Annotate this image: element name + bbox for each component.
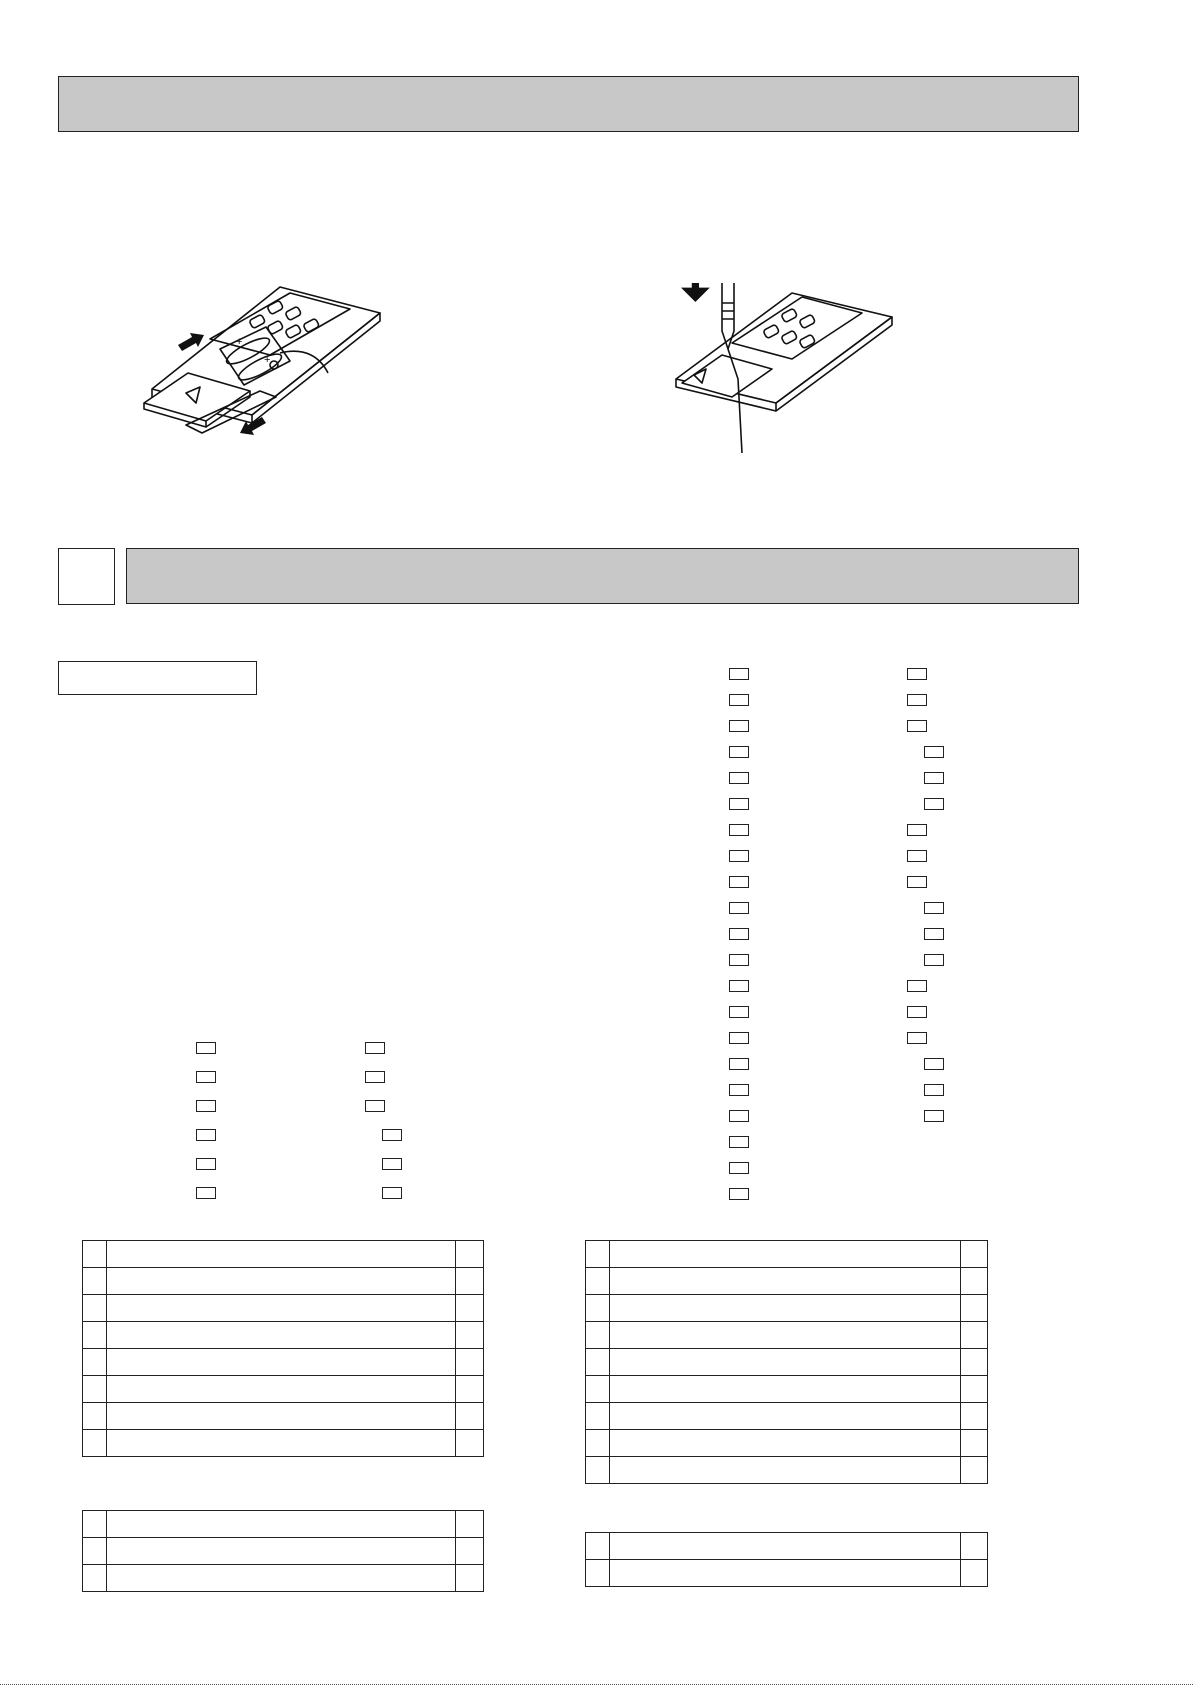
- table-cell: [961, 1533, 988, 1560]
- checkbox[interactable]: [196, 1042, 216, 1054]
- checkbox[interactable]: [729, 1084, 749, 1096]
- section-title-banner: [126, 548, 1079, 604]
- checkbox[interactable]: [196, 1071, 216, 1083]
- remote-battery-compartment-icon: [140, 275, 400, 465]
- checkbox[interactable]: [365, 1042, 385, 1054]
- table-row: [586, 1268, 988, 1295]
- checkbox[interactable]: [907, 876, 927, 888]
- table-cell: [586, 1322, 610, 1349]
- table-cell: [610, 1457, 961, 1484]
- table-row: [586, 1295, 988, 1322]
- table-row: [586, 1376, 988, 1403]
- checkbox[interactable]: [382, 1187, 402, 1199]
- checkbox[interactable]: [924, 928, 944, 940]
- footer-rule: [0, 1684, 1193, 1685]
- top-section-banner: [58, 76, 1079, 132]
- table-cell: [610, 1376, 961, 1403]
- checkbox[interactable]: [729, 1058, 749, 1070]
- table-row: [83, 1322, 484, 1349]
- checkbox[interactable]: [924, 1110, 944, 1122]
- table-row: [586, 1322, 988, 1349]
- checkbox[interactable]: [382, 1158, 402, 1170]
- table-cell: [83, 1349, 107, 1376]
- table-row: [83, 1349, 484, 1376]
- checkbox[interactable]: [729, 902, 749, 914]
- table-cell: [586, 1268, 610, 1295]
- table-cell: [961, 1295, 988, 1322]
- checkbox[interactable]: [924, 1058, 944, 1070]
- table-row: [586, 1533, 988, 1560]
- table-cell: [586, 1403, 610, 1430]
- table-left-top: [82, 1240, 484, 1457]
- svg-text:+: +: [236, 336, 243, 348]
- table-cell: [961, 1268, 988, 1295]
- table-cell: [107, 1295, 456, 1322]
- table-cell: [586, 1457, 610, 1484]
- table-cell: [83, 1322, 107, 1349]
- table-cell: [610, 1322, 961, 1349]
- checkbox[interactable]: [924, 772, 944, 784]
- checkbox[interactable]: [729, 1032, 749, 1044]
- table-cell: [83, 1511, 107, 1538]
- table-cell: [83, 1295, 107, 1322]
- checkbox[interactable]: [729, 928, 749, 940]
- table-cell: [610, 1533, 961, 1560]
- table-cell: [456, 1511, 484, 1538]
- table-row: [586, 1457, 988, 1484]
- checkbox[interactable]: [729, 980, 749, 992]
- table-cell: [610, 1268, 961, 1295]
- table-cell: [586, 1295, 610, 1322]
- table-cell: [456, 1565, 484, 1592]
- section-number-box: [58, 548, 115, 605]
- checkbox[interactable]: [924, 954, 944, 966]
- checkbox[interactable]: [729, 1006, 749, 1018]
- table-cell: [107, 1403, 456, 1430]
- checkbox[interactable]: [907, 850, 927, 862]
- table-cell: [586, 1376, 610, 1403]
- table-cell: [456, 1376, 484, 1403]
- table-cell: [610, 1430, 961, 1457]
- table-cell: [107, 1511, 456, 1538]
- checkbox[interactable]: [907, 1006, 927, 1018]
- table-row: [83, 1403, 484, 1430]
- table-right-top: [585, 1240, 988, 1484]
- table-cell: [456, 1241, 484, 1268]
- checkbox[interactable]: [729, 850, 749, 862]
- subsection-label-box: [58, 661, 257, 695]
- table-cell: [107, 1268, 456, 1295]
- table-cell: [456, 1268, 484, 1295]
- checkbox[interactable]: [907, 824, 927, 836]
- checkbox[interactable]: [907, 1032, 927, 1044]
- checkbox[interactable]: [729, 1188, 749, 1200]
- table-cell: [83, 1538, 107, 1565]
- table-cell: [107, 1349, 456, 1376]
- checkbox[interactable]: [729, 694, 749, 706]
- table-cell: [107, 1538, 456, 1565]
- table-cell: [586, 1241, 610, 1268]
- table-row: [83, 1430, 484, 1457]
- checkbox[interactable]: [924, 902, 944, 914]
- remote-reset-button-pen-icon: [672, 283, 912, 473]
- table-cell: [107, 1565, 456, 1592]
- checkbox[interactable]: [729, 1110, 749, 1122]
- table-cell: [586, 1533, 610, 1560]
- checkbox[interactable]: [924, 798, 944, 810]
- table-cell: [961, 1457, 988, 1484]
- table-cell: [83, 1430, 107, 1457]
- table-row: [586, 1349, 988, 1376]
- checkbox[interactable]: [924, 1084, 944, 1096]
- table-cell: [456, 1403, 484, 1430]
- table-row: [83, 1538, 484, 1565]
- checkbox[interactable]: [196, 1129, 216, 1141]
- checkbox[interactable]: [924, 746, 944, 758]
- table-row: [83, 1268, 484, 1295]
- table-cell: [961, 1349, 988, 1376]
- table-cell: [961, 1376, 988, 1403]
- table-cell: [107, 1241, 456, 1268]
- table-cell: [456, 1322, 484, 1349]
- checkbox[interactable]: [196, 1187, 216, 1199]
- checkbox[interactable]: [729, 824, 749, 836]
- table-cell: [610, 1403, 961, 1430]
- checkbox[interactable]: [729, 954, 749, 966]
- checkbox[interactable]: [382, 1129, 402, 1141]
- table-left-bottom: [82, 1510, 484, 1592]
- checkbox[interactable]: [196, 1100, 216, 1112]
- table-cell: [586, 1430, 610, 1457]
- table-cell: [961, 1560, 988, 1587]
- checkbox[interactable]: [729, 1136, 749, 1148]
- svg-text:+: +: [264, 354, 271, 366]
- table-cell: [961, 1241, 988, 1268]
- table-cell: [456, 1430, 484, 1457]
- table-row: [83, 1376, 484, 1403]
- table-cell: [83, 1403, 107, 1430]
- table-cell: [610, 1241, 961, 1268]
- table-cell: [107, 1376, 456, 1403]
- table-cell: [456, 1538, 484, 1565]
- table-row: [83, 1565, 484, 1592]
- table-cell: [456, 1295, 484, 1322]
- table-row: [586, 1241, 988, 1268]
- checkbox[interactable]: [729, 798, 749, 810]
- checkbox[interactable]: [196, 1158, 216, 1170]
- checkbox[interactable]: [729, 746, 749, 758]
- checkbox[interactable]: [729, 772, 749, 784]
- checkbox[interactable]: [729, 668, 749, 680]
- table-cell: [83, 1268, 107, 1295]
- checkbox[interactable]: [729, 876, 749, 888]
- checkbox[interactable]: [907, 694, 927, 706]
- table-cell: [456, 1349, 484, 1376]
- checkbox[interactable]: [365, 1071, 385, 1083]
- checkbox[interactable]: [907, 668, 927, 680]
- table-row: [586, 1430, 988, 1457]
- table-cell: [610, 1560, 961, 1587]
- table-cell: [107, 1430, 456, 1457]
- table-row: [83, 1295, 484, 1322]
- table-row: [586, 1403, 988, 1430]
- table-cell: [961, 1322, 988, 1349]
- table-cell: [83, 1376, 107, 1403]
- checkbox[interactable]: [729, 1162, 749, 1174]
- table-row: [586, 1560, 988, 1587]
- table-cell: [610, 1349, 961, 1376]
- checkbox[interactable]: [907, 980, 927, 992]
- table-row: [83, 1241, 484, 1268]
- table-right-bottom: [585, 1532, 988, 1587]
- table-cell: [586, 1560, 610, 1587]
- table-cell: [83, 1565, 107, 1592]
- checkbox[interactable]: [729, 720, 749, 732]
- table-cell: [961, 1403, 988, 1430]
- table-cell: [961, 1430, 988, 1457]
- table-row: [83, 1511, 484, 1538]
- table-cell: [610, 1295, 961, 1322]
- checkbox[interactable]: [907, 720, 927, 732]
- checkbox[interactable]: [365, 1100, 385, 1112]
- table-cell: [83, 1241, 107, 1268]
- table-cell: [107, 1322, 456, 1349]
- table-cell: [586, 1349, 610, 1376]
